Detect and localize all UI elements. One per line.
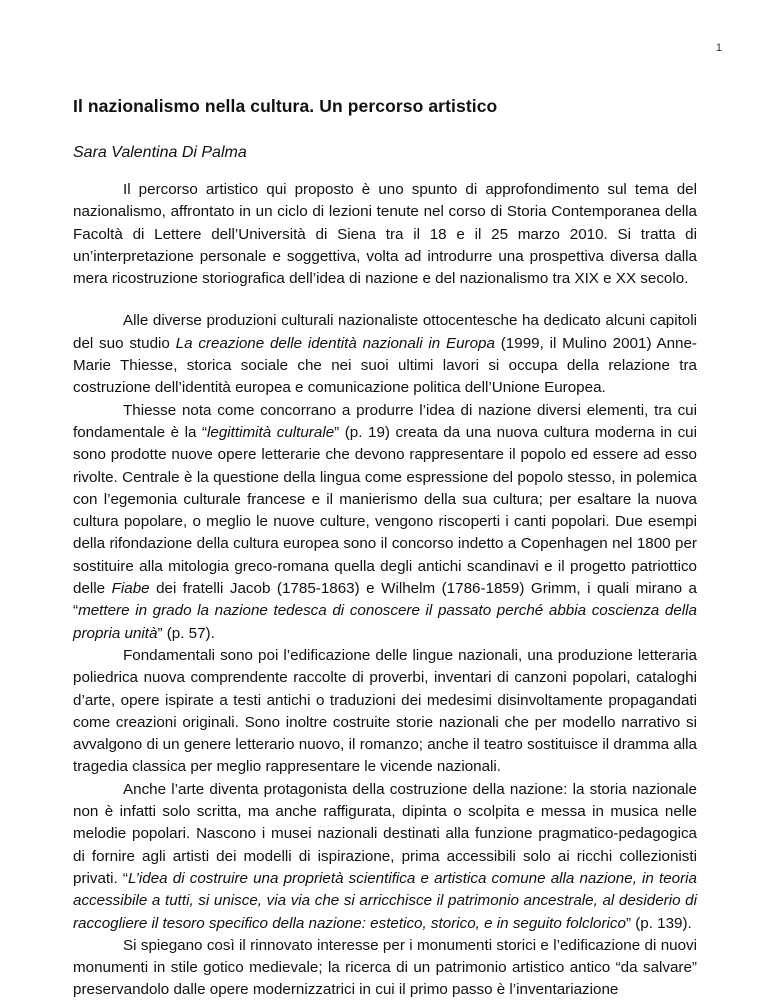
paragraph-5 [73,779,697,935]
quotation: L’idea di costruire una proprietà scientifica e artistica comune alla nazione, in teoria accessibile a tutti, si unisce, via via che si arricchisce il patrimonio ancestrale, al desiderio di raccogliere il tesoro specifico della nazione: estetico, storico, e in seguito folclorico [73,869,697,932]
text-run: ” (p. 139). [625,914,692,932]
book-title: La creazione delle identità nazionali in Europa [175,334,495,352]
text-run: ” (p. 57). [157,624,215,642]
paragraph-2 [73,310,697,399]
text-run: dei fratelli Jacob (1785-1863) e Wilhelm (1786-1859) Grimm, i quali mirano a “ [73,580,697,620]
quotation: mettere in grado la nazione tedesca di conoscere il passato perché abbia coscienza della propria unità [73,602,697,642]
text-run: Alle diverse produzioni culturali nazionaliste ottocentesche ha dedicato alcuni capitoli del suo studio [73,312,697,352]
page-number: 1 [715,42,722,54]
paragraph-3 [73,400,697,645]
text-run: Thiesse nota come concorrano a produrre l’idea di nazione diversi elementi, tra cui fondamentale è la “ [73,401,697,441]
paragraph-1: Il percorso artistico qui proposto è uno spunto di approfondimento sul tema del nazionalismo, affrontato in un ciclo di lezioni tenute nel corso di Storia Contemporanea della Facoltà di Lettere dell’Università di Siena tra il 18 e il 25 marzo 2010. Si tratta di un’interpretazione personale e soggettiva, volta ad introdurre una prospettiva diversa dalla mera ricostruzione storiografica dell’idea di nazione e del nazionalismo tra XIX e XX secolo. [73,181,697,288]
text-run: Anche l’arte diventa protagonista della costruzione della nazione: la storia nazionale non è infatti solo scritta, ma anche raffigurata, dipinta o scolpita e messa in musica nelle melodie popolari. Nascono i musei nazionali destinati alla funzione pragmatico-pedagogica di fornire agli artisti dei modelli di ispirazione, prima accessibili solo ai ricchi collezionisti privati. “ [73,780,697,887]
document-body [73,179,697,1002]
emphasis: legittimità culturale [207,423,335,441]
paragraph-6: Si spiegano così il rinnovato interesse per i monumenti storici e l’edificazione di nuovi monumenti in stile gotico medievale; la ricerca di un patrimonio artistico antico “da salvare” preservandolo dalle opere modernizzatrici in cui il primo passo è l’inventariazione [73,936,697,999]
document-title: Il nazionalismo nella cultura. Un percorso artistico [73,96,498,116]
paragraph-4: Fondamentali sono poi l’edificazione delle lingue nazionali, una produzione letteraria poliedrica nuova comprendente raccolte di proverbi, inventari di canzoni popolari, cataloghi d’arte, opere ispirate a testi antichi o traduzioni dei medesimi disinvoltamente propagandati come creazioni originali. Sono inoltre costruite storie nazionali che per modello narrativo si avvalgono di un genere letterario nuovo, il romanzo; anche il teatro sostituisce il dramma alla tragedia classica per meglio rappresentare le vicende nazionali. [73,646,697,776]
text-run: (1999, il Mulino 2001) Anne-Marie Thiesse, storica sociale che nei suoi ultimi lavori si occupa della relazione tra costruzione dell’identità europea e comunicazione politica dell’Unione Europea. [73,334,697,397]
author-name: Sara Valentina Di Palma [73,144,247,161]
text-run: ” (p. 19) creata da una nuova cultura moderna in cui sono prodotte nuove opere letterarie che devono rappresentare il popolo ed essere ad esso rivolte. Centrale è la questione della lingua come espressione del popolo stesso, in polemica con l’egemonia culturale francese e il manierismo della sua cultura; per esaltare la nuova cultura popolare, o meglio le nuove culture, vengono riscoperti i canti popolari. Due esempi della rifondazione della cultura europea sono il concorso indetto a Copenhagen nel 1800 per sostituire alla mitologia greco-romana quella degli antichi scandinavi e il progetto patriottico delle [73,423,697,598]
book-title: Fiabe [111,580,150,598]
